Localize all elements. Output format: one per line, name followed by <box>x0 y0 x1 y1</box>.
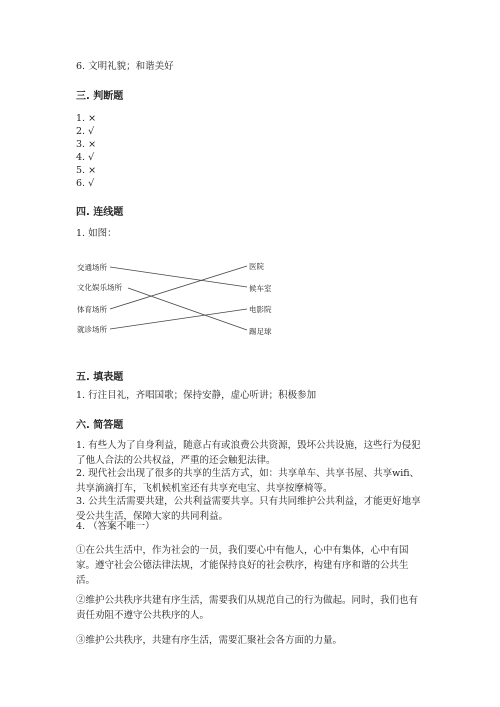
judge-answer-5: 5. × <box>76 165 97 176</box>
match-line-3 <box>110 266 247 309</box>
section2-item6: 6. 文明礼貌；和谐美好 <box>76 61 174 72</box>
match-line-4 <box>110 309 247 329</box>
section6-title: 六. 简答题 <box>76 420 124 431</box>
short-answer-4: 4. （答案不唯一） <box>76 521 155 532</box>
judge-answer-2: 2. √ <box>76 126 95 137</box>
match-right-4: 踢足球 <box>249 327 272 336</box>
match-line-1 <box>110 267 247 287</box>
section5-title: 五. 填表题 <box>76 372 124 383</box>
judge-answer-4: 4. √ <box>76 152 95 163</box>
match-left-1: 交通场所 <box>77 263 107 272</box>
match-left-3: 体育场所 <box>77 305 107 314</box>
section3-title: 三. 判断题 <box>76 91 124 102</box>
judge-answer-6: 6. √ <box>76 178 95 189</box>
short-answer-4-point-2: ②维护公共秩序共建有序生活，需要我们从规范自己的行为做起。同时，我们也有责任劝阻不遵守公共秩序的人。 <box>76 595 419 621</box>
section4-title: 四. 连线题 <box>76 207 124 218</box>
fill-answer: 1. 行注目礼，齐唱国歌；保持安静，虚心听讲；积极参加 <box>76 390 317 401</box>
judge-answer-3: 3. × <box>76 139 97 150</box>
matching-intro: 1. 如图： <box>76 228 117 239</box>
match-right-2: 候车室 <box>249 284 272 293</box>
match-right-1: 医院 <box>249 262 264 271</box>
match-right-3: 电影院 <box>249 305 272 314</box>
short-answer-3: 3. 公共生活需要共建，公共利益需要共享。只有共同维护公共利益，才能更好地享受公共生活，保障大家的共同利益。 <box>76 496 421 522</box>
short-answer-1: 1. 有些人为了自身利益，随意占有或浪费公共资源，毁坏公共设施，这些行为侵犯了他人合法的公共权益，严重的还会触犯法律。 <box>76 440 421 466</box>
short-answer-4-point-3: ③维护公共秩序，共建有序生活，需要汇聚社会各方面的力量。 <box>76 635 343 646</box>
short-answer-2: 2. 现代社会出现了很多的共享的生活方式，如：共享单车、共享书屋、共享wifi、共享滴滴打车，飞机候机室还有共享充电宝、共享按摩椅等。 <box>76 468 420 494</box>
short-answer-4-point-1: ①在公共生活中，作为社会的一员，我们要心中有他人，心中有集体，心中有国家。遵守社会公德法律法规，才能保持良好的社会秩序，构建有序和谐的公共生活。 <box>76 545 409 586</box>
match-left-2: 文化娱乐场所 <box>77 283 122 292</box>
match-left-4: 就诊场所 <box>77 325 107 334</box>
judge-answer-1: 1. × <box>76 113 97 124</box>
